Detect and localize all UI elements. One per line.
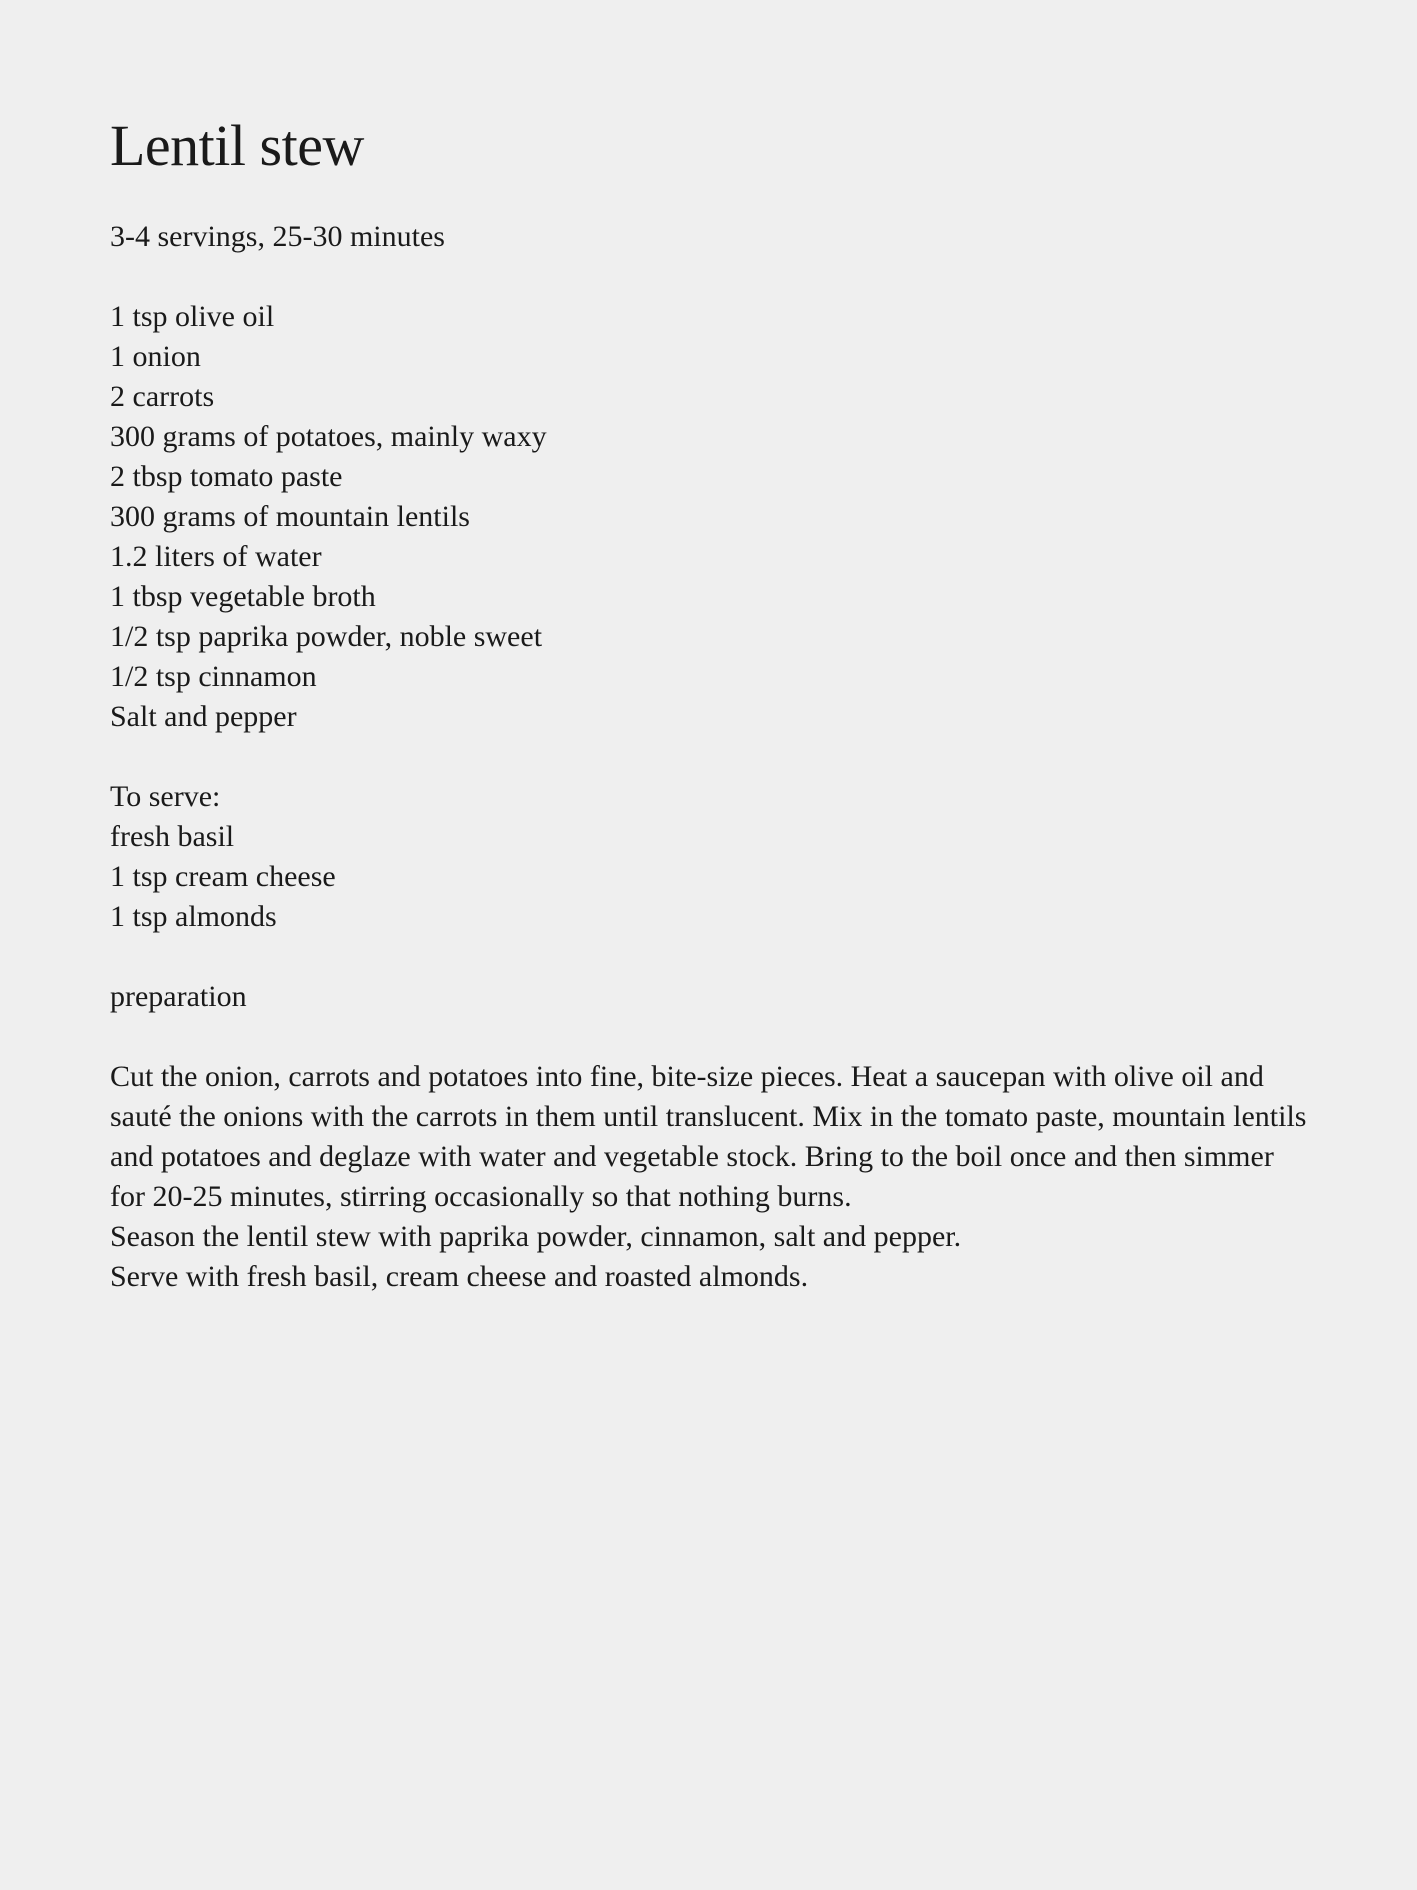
ingredient-item: 1/2 tsp cinnamon	[110, 660, 317, 693]
serve-item: fresh basil	[110, 820, 235, 853]
serve-item: 1 tsp cream cheese	[110, 860, 336, 893]
ingredient-list	[110, 297, 1317, 737]
ingredient-item: Salt and pepper	[110, 700, 297, 733]
ingredient-item: 1 onion	[110, 340, 201, 373]
ingredient-item: 2 carrots	[110, 380, 215, 413]
ingredient-item: 2 tbsp tomato paste	[110, 460, 343, 493]
preparation-paragraph: Season the lentil stew with paprika powder, cinnamon, salt and pepper.	[110, 1220, 962, 1253]
preparation-paragraph: Cut the onion, carrots and potatoes into fine, bite-size pieces. Heat a saucepan with olive oil and sauté the onions with the carrots in them until translucent. Mix in the tomato paste, mountain lentils and potatoes and deglaze with water and vegetable stock. Bring to the boil once and then simmer for 20-25 minutes, stirring occasionally so that nothing burns.	[110, 1060, 1307, 1213]
ingredient-item: 1 tbsp vegetable broth	[110, 580, 376, 613]
ingredient-item: 300 grams of mountain lentils	[110, 500, 470, 533]
ingredient-item: 1.2 liters of water	[110, 540, 322, 573]
preparation-heading: preparation	[110, 980, 247, 1013]
serve-label: To serve:	[110, 780, 221, 813]
ingredient-item: 1/2 tsp paprika powder, noble sweet	[110, 620, 543, 653]
recipe-meta: 3-4 servings, 25-30 minutes	[110, 220, 445, 253]
serve-item: 1 tsp almonds	[110, 900, 277, 933]
recipe-title: Lentil stew	[110, 113, 364, 178]
preparation-paragraph: Serve with fresh basil, cream cheese and roasted almonds.	[110, 1260, 809, 1293]
serve-list	[110, 777, 1317, 937]
ingredient-item: 300 grams of potatoes, mainly waxy	[110, 420, 547, 453]
ingredient-item: 1 tsp olive oil	[110, 300, 275, 333]
preparation-text	[110, 1057, 1310, 1297]
